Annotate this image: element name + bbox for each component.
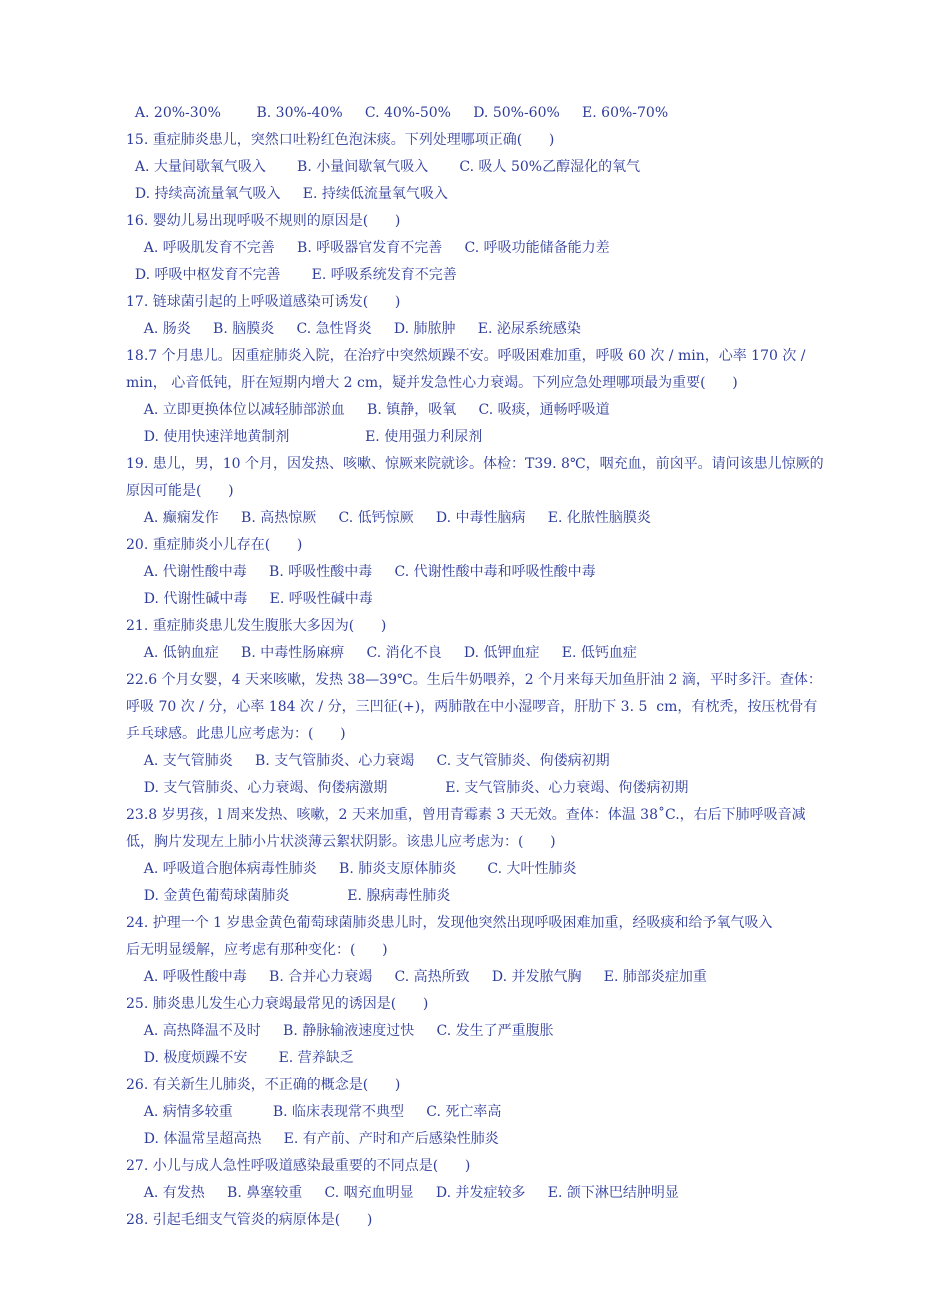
line-options-15a: A. 大量间歇氧气吸入 B. 小量间歇氧气吸入 C. 吸人 50%乙醇湿化的氧气	[126, 159, 641, 175]
line-options-20a: A. 代谢性酸中毒 B. 呼吸性酸中毒 C. 代谢性酸中毒和呼吸性酸中毒	[126, 564, 596, 580]
question-18-line2: min， 心音低钝，肝在短期内增大 2 cm，疑并发急性心力衰竭。下列应急处理哪项最为重要( )	[126, 375, 738, 391]
line-options-16b: D. 呼吸中枢发育不完善 E. 呼吸系统发育不完善	[126, 267, 457, 283]
line-options-18a: A. 立即更换体位以减轻肺部淤血 B. 镇静，吸氧 C. 吸痰，通畅呼吸道	[126, 402, 610, 418]
line-options-23b: D. 金黄色葡萄球菌肺炎 E. 腺病毒性肺炎	[126, 888, 451, 904]
question-22-line2: 呼吸 70 次 / 分，心率 184 次 / 分，三凹征(+)，两肺散在中小湿啰音，肝肋下 3. 5 cm，有枕秃，按压枕骨有	[126, 699, 818, 715]
line-options-17: A. 肠炎 B. 脑膜炎 C. 急性肾炎 D. 肺脓肿 E. 泌尿系统感染	[126, 321, 581, 337]
line-options-18b: D. 使用快速洋地黄制剂 E. 使用强力利尿剂	[126, 429, 483, 445]
line-options-26a: A. 病情多较重 B. 临床表现常不典型 C. 死亡率高	[126, 1104, 502, 1120]
line-options-26b: D. 体温常呈超高热 E. 有产前、产时和产后感染性肺炎	[126, 1131, 499, 1147]
question-26: 26. 有关新生儿肺炎，不正确的概念是( )	[126, 1077, 401, 1093]
line-options-24: A. 呼吸性酸中毒 B. 合并心力衰竭 C. 高热所致 D. 并发脓气胸 E. 肺部炎症加重	[126, 969, 707, 985]
question-24-line2: 后无明显缓解，应考虑有那种变化：( )	[126, 942, 388, 958]
line-options-23a: A. 呼吸道合胞体病毒性肺炎 B. 肺炎支原体肺炎 C. 大叶性肺炎	[126, 861, 577, 877]
line-options-27: A. 有发热 B. 鼻塞较重 C. 咽充血明显 D. 并发症较多 E. 颌下淋巴结肿明显	[126, 1185, 679, 1201]
question-28: 28. 引起毛细支气管炎的病原体是( )	[126, 1212, 373, 1228]
question-18-line1: 18.7 个月患儿。因重症肺炎入院，在治疗中突然烦躁不安。呼吸困难加重，呼吸 60 次 / min，心率 170 次 /	[126, 348, 806, 364]
line-options-25b: D. 极度烦躁不安 E. 营养缺乏	[126, 1050, 354, 1066]
line-options-22b: D. 支气管肺炎、心力衰竭、佝偻病激期 E. 支气管肺炎、心力衰竭、佝偻病初期	[126, 780, 689, 796]
line-options-15b: D. 持续高流量氧气吸入 E. 持续低流量氧气吸入	[126, 186, 448, 202]
question-25: 25. 肺炎患儿发生心力衰竭最常见的诱因是( )	[126, 996, 429, 1012]
line-options-14: A. 20%-30% B. 30%-40% C. 40%-50% D. 50%-60% E. 60%-70%	[126, 105, 669, 121]
question-20: 20. 重症肺炎小儿存在( )	[126, 537, 303, 553]
line-options-22a: A. 支气管肺炎 B. 支气管肺炎、心力衰竭 C. 支气管肺炎、佝偻病初期	[126, 753, 610, 769]
line-options-20b: D. 代谢性碱中毒 E. 呼吸性碱中毒	[126, 591, 373, 607]
question-15: 15. 重症肺炎患儿，突然口吐粉红色泡沫痰。下列处理哪项正确( )	[126, 132, 555, 148]
question-22-line1: 22.6 个月女婴，4 天来咳嗽，发热 38—39℃。生后牛奶喂养，2 个月来每天加鱼肝油 2 滴，平时多汗。查体：	[126, 672, 822, 688]
question-21: 21. 重症肺炎患儿发生腹胀大多因为( )	[126, 618, 387, 634]
question-19-line1: 19. 患儿，男，10 个月，因发热、咳嗽、惊厥来院就诊。体检：T39. 8℃，咽充血，前囟平。请问该患儿惊厥的	[126, 456, 824, 472]
question-23-line2: 低，胸片发现左上肺小片状淡薄云絮状阴影。该患儿应考虑为：( )	[126, 834, 556, 850]
line-options-16a: A. 呼吸肌发育不完善 B. 呼吸器官发育不完善 C. 呼吸功能储备能力差	[126, 240, 610, 256]
line-options-25a: A. 高热降温不及时 B. 静脉输液速度过快 C. 发生了严重腹胀	[126, 1023, 554, 1039]
line-options-21: A. 低钠血症 B. 中毒性肠麻痹 C. 消化不良 D. 低钾血症 E. 低钙血症	[126, 645, 637, 661]
question-17: 17. 链球菌引起的上呼吸道感染可诱发( )	[126, 294, 401, 310]
question-27: 27. 小儿与成人急性呼吸道感染最重要的不同点是( )	[126, 1158, 471, 1174]
line-options-19: A. 癫痫发作 B. 高热惊厥 C. 低钙惊厥 D. 中毒性脑病 E. 化脓性脑膜炎	[126, 510, 651, 526]
question-23-line1: 23.8 岁男孩，l 周来发热、咳嗽，2 天来加重，曾用青霉素 3 天无效。查体：体温 38˚C.，右后下肺呼吸音减	[126, 807, 806, 823]
question-19-line2: 原因可能是( )	[126, 483, 234, 499]
question-22-line3: 乒乓球感。此患儿应考虑为：( )	[126, 726, 346, 742]
question-24-line1: 24. 护理一个 1 岁患金黄色葡萄球菌肺炎患儿时，发现他突然出现呼吸困难加重，经吸痰和给予氧气吸入	[126, 915, 773, 931]
question-16: 16. 婴幼儿易出现呼吸不规则的原因是( )	[126, 213, 401, 229]
